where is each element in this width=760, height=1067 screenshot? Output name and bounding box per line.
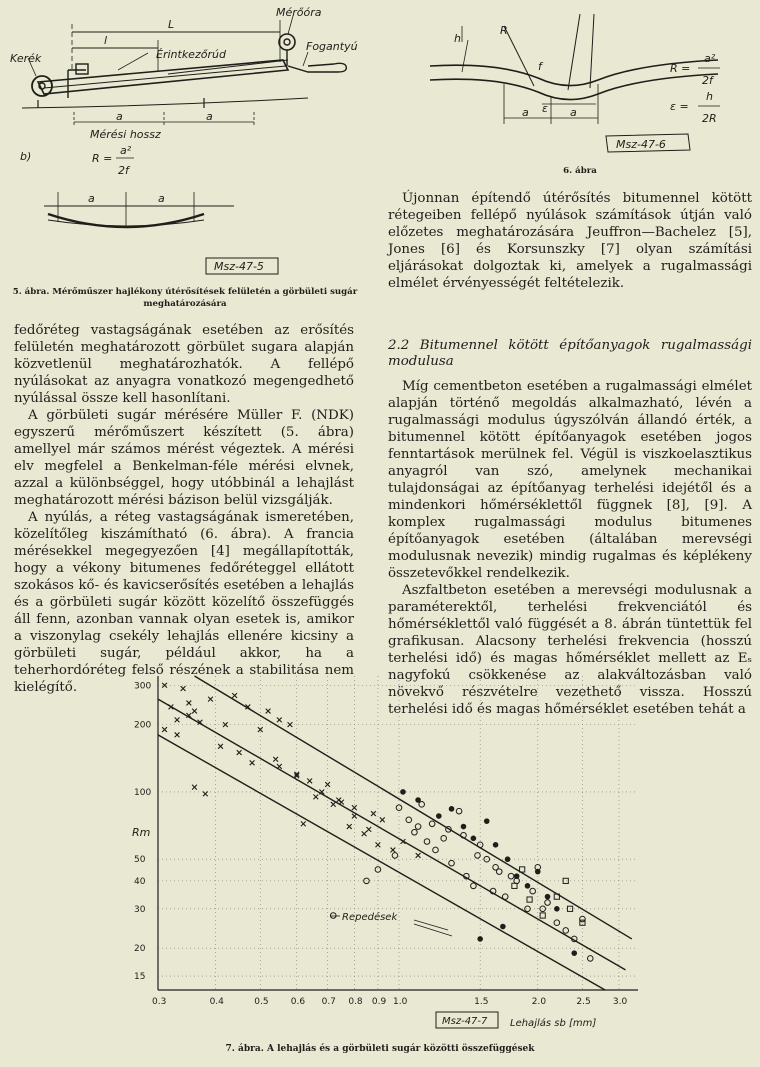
point-cross-31 xyxy=(301,821,306,826)
point-filled-8 xyxy=(505,856,511,862)
point-cross-36 xyxy=(376,842,381,847)
x-tick-label-7: 1.0 xyxy=(393,997,408,1007)
figure-5-caption: 5. ábra. Mérőműszer hajlékony útérősítések felületén a görbületi sugár meghatározására xyxy=(12,287,358,309)
x-tick-label-4: 0.7 xyxy=(321,997,336,1007)
point-open-11 xyxy=(449,860,455,866)
paragraph-left-2: A görbületi sugár mérésére Müller F. (NDK) egyszerű mérőműszert készített (5. ábra) amellyel már számos mérést végeztek. A mérési elv megfelel a Benkelman-féle mérési elvnek, azzal a különbséggel, hogy utóbbinál a lehajlást meghatározott mérési bázison belül vizsgálják. xyxy=(14,408,354,508)
point-filled-0 xyxy=(400,789,406,795)
point-open-8 xyxy=(424,839,430,845)
point-cross-16 xyxy=(277,717,282,722)
point-open-0 xyxy=(330,913,336,919)
point-square-7 xyxy=(563,878,568,883)
point-cross-37 xyxy=(391,848,396,853)
formula1-num: a² xyxy=(704,52,716,65)
point-square-2 xyxy=(540,913,545,918)
point-cross-22 xyxy=(250,760,255,765)
paragraph-right-2: Míg cementbeton esetében a rugalmassági elmélet alapján történő megoldás alkalmazható, lévén a rugalmassági modulus úgyszólván állandó érték, a bitumennel kötött építőanyagok esetében jogos fenntartások merülnek fel. Végül is viszkoelasztikus anyagról van szó, amelynek mechanikai tulajdonságai az építőanyag terhelési idejétől és a mindenkori hőmérséklettől függnek [8], [9]. A komplex rugalmassági modulus bitumenes építőanyagok esetében (általában merevségi modulusnak nevezik) mindig rugalmas és képlékeny összetevőkkel rendelkezik. xyxy=(388,379,752,581)
point-cross-42 xyxy=(352,814,357,819)
point-open-25 xyxy=(563,928,569,934)
point-open-32 xyxy=(493,865,499,871)
y-tick-label-1: 20 xyxy=(134,944,146,955)
point-open-19 xyxy=(502,894,508,900)
x-tick-label-5: 0.8 xyxy=(348,997,363,1007)
point-open-31 xyxy=(475,853,481,859)
point-open-7 xyxy=(419,802,425,808)
point-open-33 xyxy=(508,873,514,879)
point-filled-9 xyxy=(514,873,520,879)
section-heading: 2.2 Bitumennel kötött építőanyagok rugalmassági modulusa xyxy=(388,338,752,369)
right-column-upper xyxy=(388,190,752,292)
point-cross-10 xyxy=(208,697,213,702)
point-open-9 xyxy=(433,847,439,853)
point-cross-6 xyxy=(162,727,167,732)
point-open-24 xyxy=(554,920,560,926)
figure-7-scatter-chart xyxy=(118,668,758,1040)
label-a2: a xyxy=(206,110,213,123)
point-open-3 xyxy=(392,853,398,859)
formula-den: 2f xyxy=(118,164,129,177)
x-tick-label-0: 0.3 xyxy=(152,997,167,1007)
trend-line-2 xyxy=(158,735,605,990)
chart-trend-lines xyxy=(158,676,632,990)
point-open-2 xyxy=(375,867,381,873)
point-open-5 xyxy=(406,817,412,823)
x-tick-label-1: 0.4 xyxy=(209,997,224,1007)
point-cross-11 xyxy=(223,722,228,727)
figure-5-instrument-diagram xyxy=(8,0,360,298)
point-cross-4 xyxy=(186,701,191,706)
label-L: L xyxy=(168,18,175,31)
point-open-12 xyxy=(456,808,462,814)
x-tick-label-10: 2.5 xyxy=(576,997,591,1007)
y-tick-label-0: 15 xyxy=(134,972,146,983)
figure-7-caption: 7. ábra. A lehajlás és a görbületi sugár közötti összefüggések xyxy=(225,1044,535,1054)
x-tick-label-9: 2.0 xyxy=(531,997,547,1007)
label-a2: a xyxy=(570,106,577,119)
label-a3: a xyxy=(88,192,95,205)
point-cross-29 xyxy=(371,811,376,816)
label-a1: a xyxy=(522,106,529,119)
paragraph-right-1: Újonnan építendő útérősítés bitumennel kötött rétegeiben fellépő nyúlások számítások útján való előzetes meghatározására Jeuffron—Bachelez [5], Jones [6] és Korsunszky [7] olyan számítási eljárásokat dolgoztak ki, amelyek a rugalmassági elmélet érvényességét feltételezik. xyxy=(388,191,752,291)
y-tick-label-5: 100 xyxy=(134,787,152,798)
label-f: f xyxy=(538,60,542,73)
point-cross-18 xyxy=(192,785,197,790)
point-cross-7 xyxy=(175,732,180,737)
point-cross-5 xyxy=(192,709,197,714)
point-filled-7 xyxy=(493,842,499,848)
label-kerek: Kerék xyxy=(10,52,42,65)
label-meresi-hossz: Mérési hossz xyxy=(90,128,161,141)
label-epsilon: ε xyxy=(542,102,548,115)
formula-num: a² xyxy=(120,144,132,157)
point-filled-14 xyxy=(571,950,577,956)
point-cross-34 xyxy=(347,824,352,829)
point-filled-15 xyxy=(477,936,483,942)
left-column xyxy=(14,322,354,696)
point-cross-20 xyxy=(218,744,223,749)
point-open-4 xyxy=(396,805,402,811)
x-tick-label-3: 0.6 xyxy=(290,997,306,1007)
point-cross-35 xyxy=(362,831,367,836)
label-fogantyu: Fogantyú xyxy=(306,40,358,53)
point-cross-19 xyxy=(203,791,208,796)
point-open-36 xyxy=(587,956,593,962)
y-tick-label-2: 30 xyxy=(134,904,146,915)
point-filled-11 xyxy=(535,869,541,875)
formula1-den: 2f xyxy=(702,74,713,87)
chart-y-label: Rm xyxy=(132,826,151,839)
point-open-10 xyxy=(441,836,447,842)
y-tick-label-3: 40 xyxy=(134,876,146,887)
point-open-14 xyxy=(471,883,477,889)
point-open-21 xyxy=(525,906,531,912)
chart-x-label: Lehajlás sb [mm] xyxy=(510,1018,597,1029)
x-tick-label-8: 1.5 xyxy=(474,997,489,1007)
label-a1: a xyxy=(116,110,123,123)
figure-6-code: Msz-47-6 xyxy=(616,138,666,151)
chart-annotation: Repedések xyxy=(342,912,398,923)
point-cross-33 xyxy=(331,802,336,807)
label-h: h xyxy=(454,32,461,45)
point-filled-6 xyxy=(484,818,490,824)
label-a4: a xyxy=(158,192,165,205)
paragraph-left-3: A nyúlás, a réteg vastagságának ismeretében, közelítőleg kiszámítható (6. ábra). A francia mérésekkel megegyezően [4] megállapították, hogy a vékony bitumenes fedőréteggel ellátott szokásos kő- és kavicserősítés esetében a lehajlás és a görbületi sugár között közelítő összefüggés áll fenn, azonban vannak olyan esetek is, amikor a viszonylag csekély lehajlás ellenére kicsiny a görbületi sugár, például akkor, ha a teherhordóréteg felső részének a stabilitása nem kielégítő. xyxy=(14,510,354,695)
figure-5-code: Msz-47-5 xyxy=(214,260,264,273)
point-cross-43 xyxy=(366,827,371,832)
point-filled-3 xyxy=(449,806,455,812)
point-cross-21 xyxy=(237,750,242,755)
point-open-34 xyxy=(530,888,536,894)
chart-code: Msz-47-7 xyxy=(442,1016,488,1027)
point-cross-28 xyxy=(352,805,357,810)
figure-6-caption: 6. ábra xyxy=(563,166,597,176)
point-cross-41 xyxy=(336,798,341,803)
point-cross-45 xyxy=(416,853,421,858)
point-cross-26 xyxy=(325,782,330,787)
point-cross-17 xyxy=(288,722,293,727)
point-filled-5 xyxy=(471,836,477,842)
paragraph-right-3: Aszfaltbeton esetében a merevségi modulusnak a paraméterektől, terhelési frekvenciától és hőmérséklettől való függését a 8. ábrán tüntettük fel grafikusan. Alacsony terhelési frekvencia (hosszú terhelési idő) és magas hőmérséklet mellett az Eₛ nagyfokú csökkenése az alakváltozásban való növekvő részvételre vezethető vissza. Hosszú terhelési idő és magas hőmérséklet esetében tehát a xyxy=(388,583,752,717)
chart-grid xyxy=(158,676,638,990)
chart-ticks xyxy=(134,681,628,1007)
trend-line-0 xyxy=(194,676,631,939)
point-cross-25 xyxy=(307,779,312,784)
point-filled-1 xyxy=(415,797,421,803)
formula2-lhs: ε = xyxy=(670,100,689,113)
label-b: b) xyxy=(20,150,32,163)
point-open-27 xyxy=(412,829,418,835)
point-open-28 xyxy=(429,821,435,827)
point-filled-4 xyxy=(461,824,467,830)
point-cross-14 xyxy=(258,727,263,732)
point-square-1 xyxy=(527,897,532,902)
point-filled-16 xyxy=(500,924,506,930)
point-filled-10 xyxy=(525,883,531,889)
paragraph-left-1: fedőréteg vastagságának esetében az erősítés felületén meghatározott görbület sugara alapján közvetlenül meghatározhatók. A fellépő nyúlásokat az anyagra vonatkozó megengedhető nyúlással össze kell hasonlítani. xyxy=(14,323,354,406)
point-open-6 xyxy=(415,824,421,830)
label-R: R xyxy=(500,24,508,37)
figure-6-curvature-diagram xyxy=(418,0,754,178)
label-l: l xyxy=(104,34,108,47)
label-meroora: Mérőóra xyxy=(276,6,322,19)
trend-line-1 xyxy=(158,699,625,970)
right-column-lower xyxy=(388,338,752,718)
point-cross-2 xyxy=(175,717,180,722)
formula1-lhs: R = xyxy=(670,62,691,75)
x-tick-label-2: 0.5 xyxy=(254,997,269,1007)
y-tick-label-7: 300 xyxy=(134,681,152,692)
y-tick-label-6: 200 xyxy=(134,720,152,731)
point-filled-2 xyxy=(436,813,442,819)
label-erintkezorud: Érintkezőrúd xyxy=(156,48,226,61)
point-cross-3 xyxy=(181,686,186,691)
x-tick-label-11: 3.0 xyxy=(612,997,628,1007)
point-cross-38 xyxy=(277,764,282,769)
y-tick-label-4: 50 xyxy=(134,855,146,866)
x-tick-label-6: 0.9 xyxy=(371,997,387,1007)
annotation-leader-2 xyxy=(414,920,448,930)
point-cross-23 xyxy=(273,757,278,762)
formula-R: R = xyxy=(92,152,113,165)
point-cross-30 xyxy=(380,817,385,822)
point-filled-12 xyxy=(545,894,551,900)
formula2-num: h xyxy=(706,90,713,103)
point-cross-12 xyxy=(232,693,237,698)
formula2-den: 2R xyxy=(702,112,717,125)
point-cross-15 xyxy=(266,709,271,714)
point-filled-13 xyxy=(554,906,560,912)
point-open-23 xyxy=(545,900,551,906)
point-cross-32 xyxy=(313,794,318,799)
